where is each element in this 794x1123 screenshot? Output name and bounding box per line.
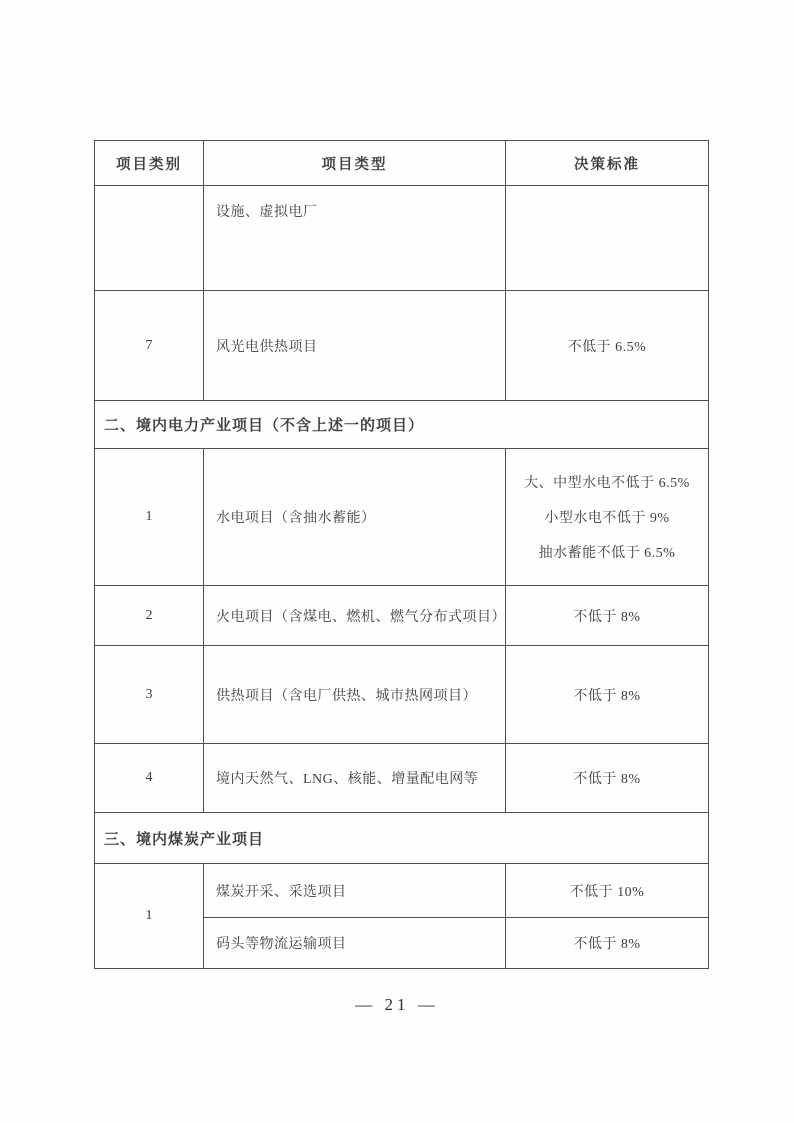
cell-type-heating: 供热项目（含电厂供热、城市热网项目） [204, 646, 506, 744]
cell-category-7: 7 [95, 291, 204, 401]
hydro-standard-line-small: 小型水电不低于 9% [544, 511, 670, 526]
section-title-domestic-coal: 三、境内煤炭产业项目 [95, 813, 709, 864]
cell-category-4: 4 [95, 744, 204, 813]
cell-standard-empty [506, 186, 709, 291]
section-row-domestic-power [95, 401, 709, 449]
table-row-7 [95, 291, 709, 401]
header-decision-standard: 决策标准 [506, 141, 709, 186]
section-title-domestic-power: 二、境内电力产业项目（不含上述一的项目） [95, 401, 709, 449]
header-project-type: 项目类型 [204, 141, 506, 186]
project-standards-table [94, 140, 709, 969]
cell-standard-gas-nuclear-grid: 不低于 8% [506, 744, 709, 813]
table-row-carryover [95, 186, 709, 291]
table-row-gas-nuclear-grid [95, 744, 709, 813]
hydro-standard-line-pumped-storage: 抽水蓄能不低于 6.5% [538, 546, 676, 561]
cell-type-hydro: 水电项目（含抽水蓄能） [204, 449, 506, 586]
cell-type-gas-nuclear-grid: 境内天然气、LNG、核能、增量配电网等 [204, 744, 506, 813]
cell-standard-coal-logistics: 不低于 8% [506, 918, 709, 969]
cell-standard-heating: 不低于 8% [506, 646, 709, 744]
cell-type-wind-solar-heating: 风光电供热项目 [204, 291, 506, 401]
cell-type-coal-logistics: 码头等物流运输项目 [204, 918, 506, 969]
table-row-coal-mining [95, 864, 709, 918]
cell-type-coal-mining: 煤炭开采、采选项目 [204, 864, 506, 918]
table-row-thermal [95, 586, 709, 646]
cell-category-empty [95, 186, 204, 291]
table-row-heating [95, 646, 709, 744]
hydro-standard-lines [510, 457, 704, 577]
cell-category-3: 3 [95, 646, 204, 744]
cell-standard-row7: 不低于 6.5% [506, 291, 709, 401]
table-header-row [95, 141, 709, 186]
hydro-standard-line-large-medium: 大、中型水电不低于 6.5% [524, 476, 690, 491]
cell-type-facilities-virtual-plant: 设施、虚拟电厂 [204, 186, 506, 291]
table-row-hydro [95, 449, 709, 586]
cell-standard-hydro [506, 449, 709, 586]
cell-standard-thermal: 不低于 8% [506, 586, 709, 646]
cell-category-2: 2 [95, 586, 204, 646]
header-project-category: 项目类别 [95, 141, 204, 186]
cell-category-1: 1 [95, 449, 204, 586]
cell-type-thermal: 火电项目（含煤电、燃机、燃气分布式项目） [204, 586, 506, 646]
cell-standard-coal-mining: 不低于 10% [506, 864, 709, 918]
cell-category-coal-1: 1 [95, 864, 204, 969]
page-number: — 21 — [355, 995, 439, 1014]
section-row-domestic-coal [95, 813, 709, 864]
